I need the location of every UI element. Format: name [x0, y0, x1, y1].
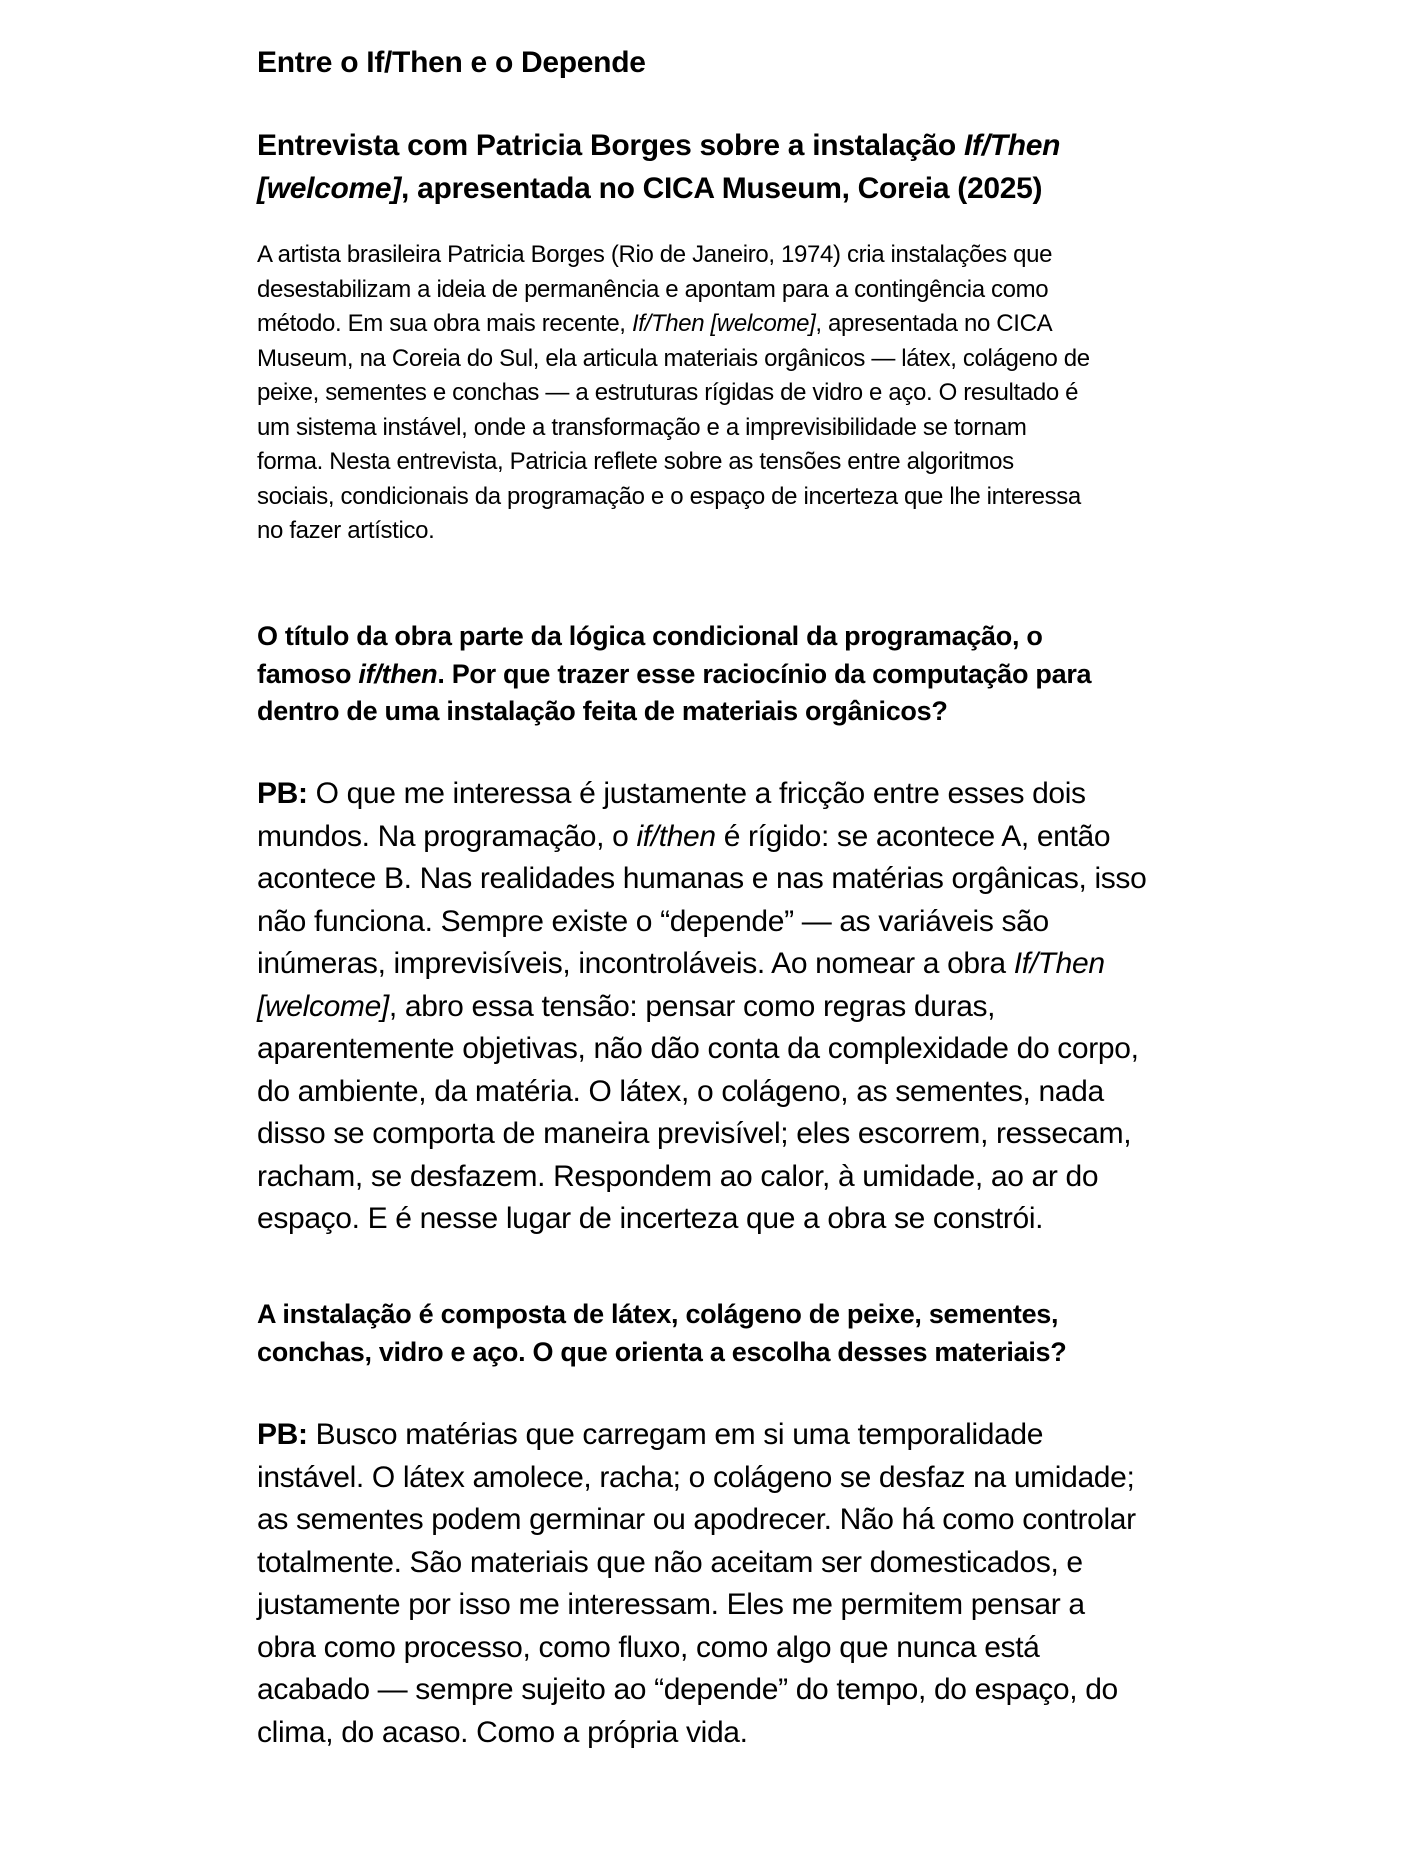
- answer-line: totalmente. São materiais que não aceitam ser domesticados, e: [257, 1545, 1083, 1579]
- answer-line: [welcome], abro essa tensão: pensar como regras duras,: [257, 989, 996, 1023]
- question-line: O título da obra parte da lógica condicional da programação, o: [257, 621, 1043, 651]
- document-subtitle: [257, 124, 1217, 210]
- interview-question-2: [257, 1296, 1066, 1371]
- intro-line: forma. Nesta entrevista, Patricia reflete sobre as tensões entre algoritmos: [257, 448, 1014, 475]
- interview-answer-2: [257, 1414, 1136, 1754]
- speaker-label: PB:: [257, 1418, 308, 1451]
- question-line: conchas, vidro e aço. O que orienta a escolha desses materiais?: [257, 1336, 1067, 1367]
- intro-line: no fazer artístico.: [257, 517, 435, 544]
- question-line: A instalação é composta de látex, colágeno de peixe, sementes,: [257, 1299, 1059, 1329]
- intro-line: um sistema instável, onde a transformação e a imprevisibilidade se tornam: [257, 413, 1027, 441]
- answer-line: racham, se desfazem. Respondem ao calor, à umidade, ao ar do: [257, 1159, 1099, 1193]
- question-line: famoso if/then. Por que trazer esse raciocínio da computação para: [257, 658, 1092, 689]
- intro-line: A artista brasileira Patricia Borges (Rio de Janeiro, 1974) cria instalações que: [257, 241, 1053, 268]
- answer-line: do ambiente, da matéria. O látex, o colágeno, as sementes, nada: [257, 1074, 1104, 1108]
- answer-line: mundos. Na programação, o if/then é rígido: se acontece A, então: [257, 819, 1111, 853]
- intro-line: sociais, condicionais da programação e o espaço de incerteza que lhe interessa: [257, 482, 1081, 510]
- answer-line: acontece B. Nas realidades humanas e nas matérias orgânicas, isso: [257, 862, 1147, 895]
- intro-line: Museum, na Coreia do Sul, ela articula materiais orgânicos — látex, colágeno de: [257, 344, 1090, 372]
- subtitle-line-1: Entrevista com Patricia Borges sobre a instalação If/Then: [257, 129, 1061, 162]
- answer-line: instável. O látex amolece, racha; o colágeno se desfaz na umidade;: [257, 1460, 1135, 1494]
- interview-question-1: [257, 618, 1091, 731]
- answer-line: espaço. E é nesse lugar de incerteza que a obra se constrói.: [257, 1202, 1044, 1235]
- speaker-label: PB:: [257, 777, 308, 810]
- intro-line: método. Em sua obra mais recente, If/Then [welcome], apresentada no CICA: [257, 310, 1053, 337]
- answer-line: inúmeras, imprevisíveis, incontroláveis. Ao nomear a obra If/Then: [257, 947, 1105, 980]
- intro-line: peixe, sementes e conchas — a estruturas rígidas de vidro e aço. O resultado é: [257, 379, 1079, 406]
- answer-line: justamente por isso me interessam. Eles me permitem pensar a: [257, 1588, 1085, 1621]
- answer-line: obra como processo, como fluxo, como algo que nunca está: [257, 1630, 1040, 1664]
- answer-line: PB: O que me interessa é justamente a fricção entre esses dois: [257, 777, 1086, 810]
- answer-line: aparentemente objetivas, não dão conta da complexidade do corpo,: [257, 1032, 1139, 1065]
- answer-line: as sementes podem germinar ou apodrecer. Não há como controlar: [257, 1503, 1136, 1536]
- subtitle-line-2: [welcome], apresentada no CICA Museum, Coreia (2025): [257, 172, 1043, 205]
- interview-answer-1: [257, 773, 1146, 1241]
- answer-line: disso se comporta de maneira previsível; eles escorrem, ressecam,: [257, 1117, 1132, 1150]
- answer-line: não funciona. Sempre existe o “depende” — as variáveis são: [257, 904, 1049, 938]
- question-line: dentro de uma instalação feita de materiais orgânicos?: [257, 696, 948, 726]
- intro-paragraph: [257, 238, 1090, 549]
- answer-line: acabado — sempre sujeito ao “depende” do tempo, do espaço, do: [257, 1673, 1118, 1706]
- answer-line: clima, do acaso. Como a própria vida.: [257, 1715, 748, 1749]
- answer-line: PB: Busco matérias que carregam em si uma temporalidade: [257, 1418, 1044, 1451]
- document-title: Entre o If/Then e o Depende: [257, 46, 646, 79]
- intro-line: desestabilizam a ideia de permanência e apontam para a contingência como: [257, 275, 1049, 303]
